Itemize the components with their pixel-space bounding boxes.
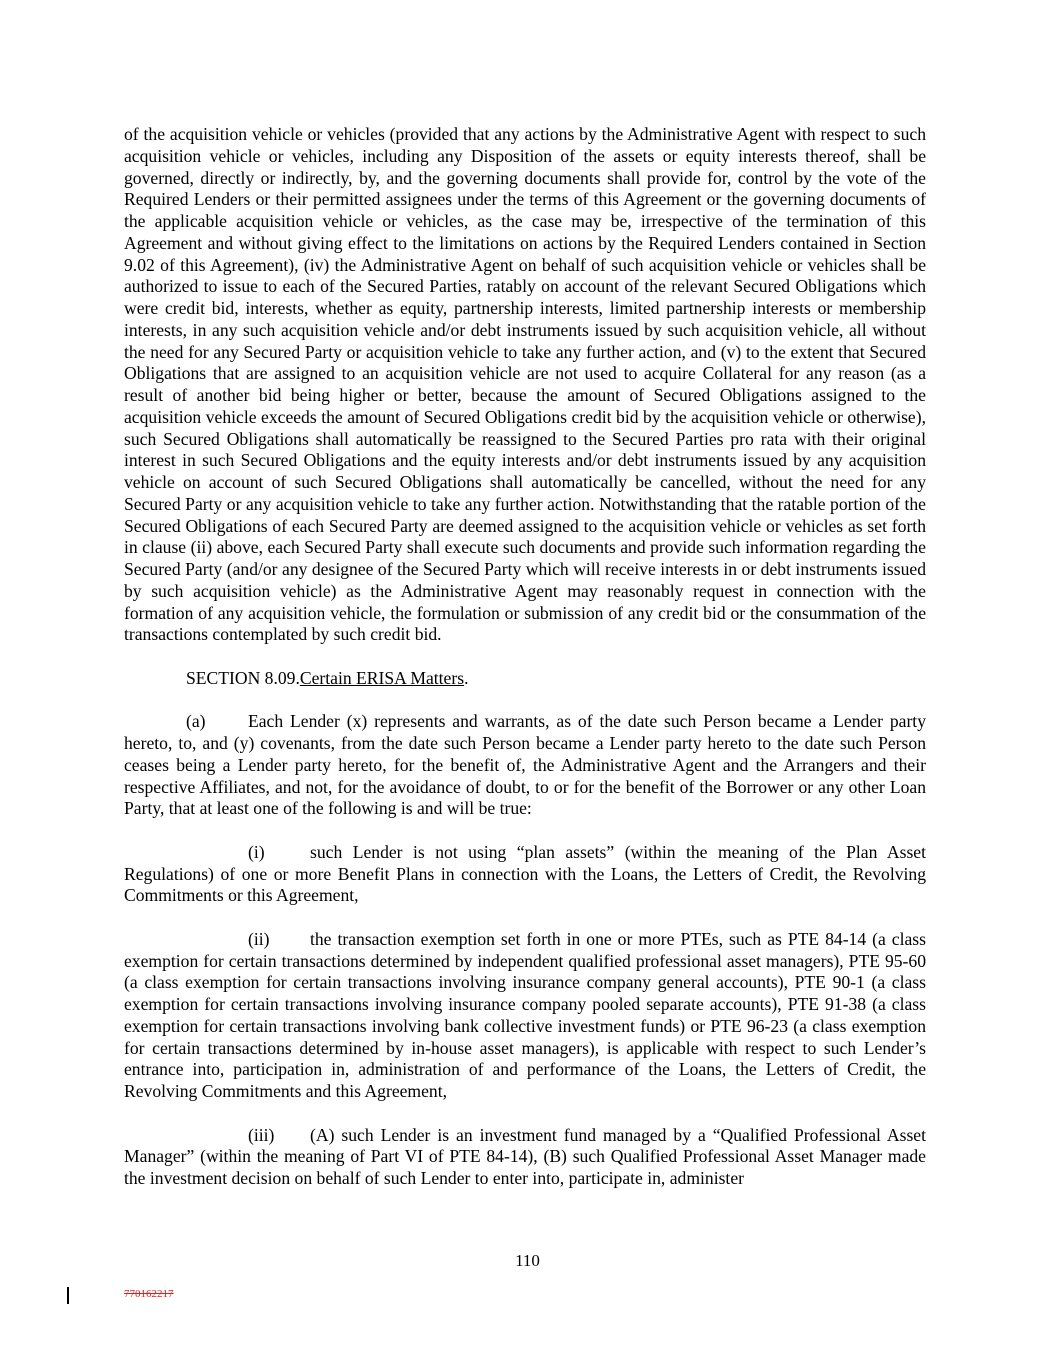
clause-ii-text: the transaction exemption set forth in one or more PTEs, such as PTE 84-14 (a class exemption for certain transactions determined by independent qualified professional asset managers), PTE 95-60 (a class exemption for certain transactions involving insurance company general accounts), PTE 90-1 (a class exemption for certain transactions involving insurance company pooled separate accounts), PTE 91-38 (a class exemption for certain transactions involving bank collective investment funds) or PTE 96-23 (a class exemption for certain transactions determined by in-house asset managers), is applicable with respect to such Lender’s entrance into, participation in, administration of and performance of the Loans, the Letters of Credit, the Revolving Commitments and this Agreement, — [124, 928, 926, 1101]
clause-a-label: (a) — [186, 711, 206, 732]
continuation-paragraph: of the acquisition vehicle or vehicles (provided that any actions by the Administrative Agent with respect to such acquisition vehicle or vehicles, including any Disposition of the assets or equity interests thereof, shall be governed, directly or indirectly, by, and the governing documents shall provide for, control by the vote of the Required Lenders or their permitted assignees under the terms of this Agreement or the governing documents of the applicable acquisition vehicle or vehicles, as the case may be, irrespective of the termination of this Agreement and without giving effect to the limitations on actions by the Required Lenders contained in Section 9.02 of this Agreement), (iv) the Administrative Agent on behalf of such acquisition vehicle or vehicles shall be authorized to issue to each of the Secured Parties, ratably on account of the relevant Secured Obligations which were credit bid, interests, whether as equity, partnership interests, limited partnership interests or membership interests, in any such acquisition vehicle and/or debt instruments issued by such acquisition vehicle, all without the need for any Secured Party or acquisition vehicle to take any further action, and (v) to the extent that Secured Obligations that are assigned to an acquisition vehicle are not used to acquire Collateral for any reason (as a result of another bid being higher or better, because the amount of Secured Obligations assigned to the acquisition vehicle exceeds the amount of Secured Obligations credit bid by the acquisition vehicle or otherwise), such Secured Obligations shall automatically be reassigned to the Secured Parties pro rata with their original interest in such Secured Obligations and the equity interests and/or debt instruments issued by any acquisition vehicle on account of such Secured Obligations shall automatically be cancelled, without the need for any Secured Party or any acquisition vehicle to take any further action. Notwithstanding that the ratable portion of the Secured Obligations of each Secured Party are deemed assigned to the acquisition vehicle or vehicles as set forth in clause (ii) above, each Secured Party shall execute such documents and provide such information regarding the Secured Party (and/or any designee of the Secured Party which will receive interests in or debt instruments issued by such acquisition vehicle) as the Administrative Agent may reasonably request in connection with the formation of any acquisition vehicle, the formulation or submission of any credit bid or the consummation of the transactions contemplated by such credit bid. — [124, 124, 926, 645]
clause-ii-label: (ii) — [248, 928, 270, 949]
clause-i-label: (i) — [248, 841, 265, 862]
clause-ii-paragraph — [124, 929, 926, 1103]
section-number: SECTION 8.09. — [186, 667, 300, 688]
section-title: Certain ERISA Matters — [299, 667, 465, 688]
clause-i-paragraph — [124, 842, 926, 907]
clause-iii-text: (A) such Lender is an investment fund managed by a “Qualified Professional Asset Manager” (within the meaning of Part VI of PTE 84-14), (B) such Qualified Professional Asset Manager made the investment decision on behalf of such Lender to enter into, participate in, administer — [124, 1124, 926, 1188]
section-title-period: . — [464, 667, 469, 688]
revision-change-bar — [67, 1287, 69, 1304]
document-id: 770162217 — [124, 1288, 174, 1300]
clause-i-text: such Lender is not using “plan assets” (within the meaning of the Plan Asset Regulations) of one or more Benefit Plans in connection with the Loans, the Letters of Credit, the Revolving Commitments or this Agreement, — [124, 841, 926, 906]
document-body — [124, 124, 926, 1212]
page-number: 110 — [515, 1251, 540, 1270]
clause-a-paragraph — [124, 711, 926, 820]
section-heading — [124, 668, 926, 690]
clause-iii-paragraph — [124, 1125, 926, 1190]
clause-a-text: Each Lender (x) represents and warrants, as of the date such Person became a Lender party hereto, to, and (y) covenants, from the date such Person became a Lender party hereto to the date such Person ceases being a Lender party hereto, for the benefit of, the Administrative Agent and the Arrangers and their respective Affiliates, and not, for the avoidance of doubt, to or for the benefit of the Borrower or any other Loan Party, that at least one of the following is and will be true: — [124, 711, 926, 819]
clause-iii-label: (iii) — [248, 1124, 275, 1145]
